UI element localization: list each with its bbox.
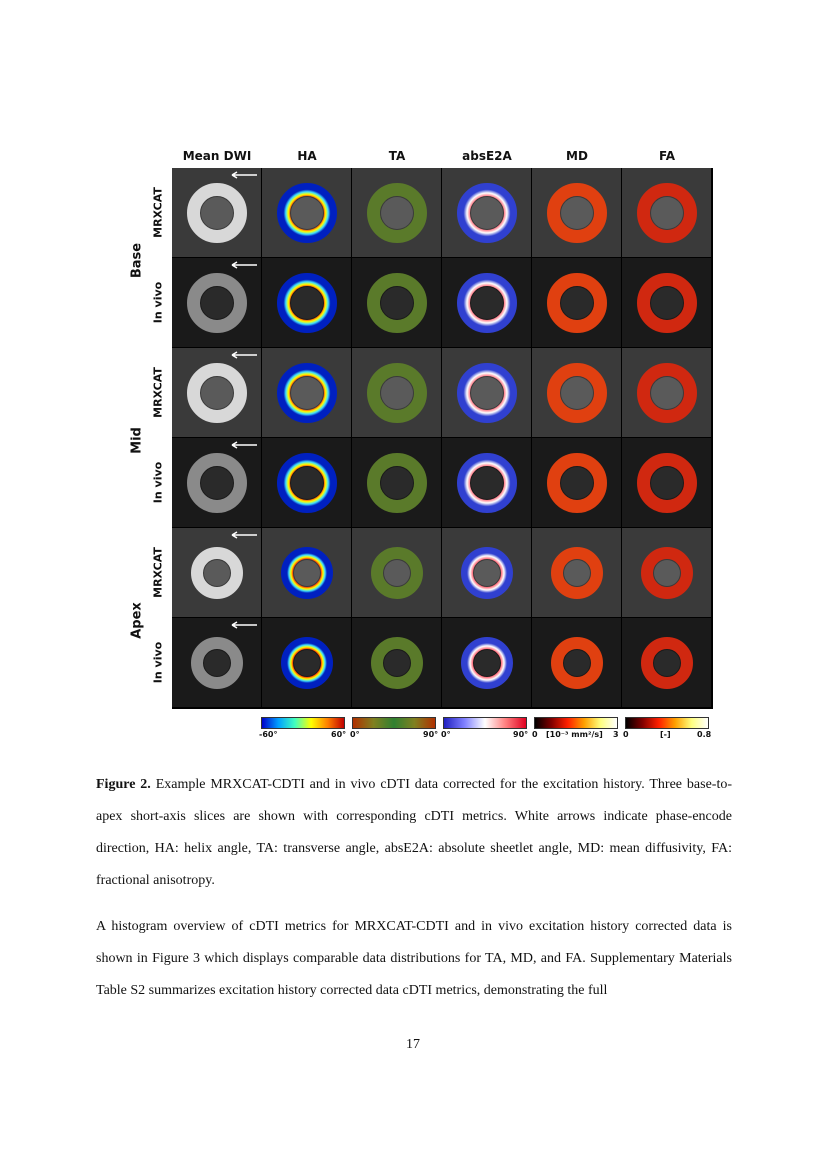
blood-pool (291, 467, 323, 499)
blood-pool (201, 287, 233, 319)
blood-pool (384, 650, 410, 676)
col-header-fa: FA (658, 149, 676, 163)
colorbar-md-gradient (534, 717, 618, 729)
page-number: 17 (406, 1037, 420, 1052)
group-label-mid: Mid (129, 427, 145, 454)
colorbar-md-unit: [10⁻³ mm²/s] (546, 730, 603, 739)
blood-pool (561, 197, 593, 229)
colorbar-ha-min: -60° (259, 730, 278, 739)
colorbar-ta-gradient (352, 717, 436, 729)
colorbar-ha-max: 60° (331, 730, 347, 739)
figure (129, 143, 732, 743)
colorbar-abse2a-gradient (443, 717, 527, 729)
blood-pool (381, 377, 413, 409)
col-header-abse2a: absE2A (462, 149, 512, 163)
colorbar-abse2a-min: 0° (441, 730, 451, 739)
blood-pool (204, 560, 230, 586)
blood-pool (294, 650, 320, 676)
row-label-mrxcat: MRXCAT (151, 187, 165, 238)
blood-pool (381, 467, 413, 499)
blood-pool (201, 377, 233, 409)
blood-pool (291, 287, 323, 319)
blood-pool (561, 287, 593, 319)
blood-pool (291, 197, 323, 229)
group-label-apex: Apex (129, 602, 145, 639)
blood-pool (561, 377, 593, 409)
row-label-mrxcat: MRXCAT (151, 367, 165, 418)
group-label-base: Base (129, 242, 145, 279)
blood-pool (651, 377, 683, 409)
colorbar-fa-min: 0 (623, 730, 629, 739)
colorbar-ha-gradient (261, 717, 345, 729)
caption-text: Example MRXCAT-CDTI and in vivo cDTI data corrected for the excitation history. Three base-to-apex short-axis slices are shown with corresponding cDTI metrics. White arrows indicate phase-encode direction, HA: helix angle, TA: transverse angle, absE2A: absolute sheetlet angle, MD: mean diffusivity, FA: fractional anisotropy. (96, 777, 733, 888)
blood-pool (201, 467, 233, 499)
colorbar-md-min: 0 (532, 730, 538, 739)
colorbar-abse2a-max: 90° (513, 730, 529, 739)
blood-pool (654, 650, 680, 676)
col-header-mean-dwi: Mean DWI (182, 149, 252, 163)
blood-pool (291, 377, 323, 409)
blood-pool (654, 560, 680, 586)
caption-label: Figure 2. (96, 777, 151, 792)
image-grid (172, 168, 713, 709)
blood-pool (651, 467, 683, 499)
image-grid-svg (172, 168, 713, 709)
body-paragraph: A histogram overview of cDTI metrics for MRXCAT-CDTI and in vivo excitation history corrected data is shown in Figure 3 which displays comparable data distributions for TA, MD, and FA. Supplementary Materials Table S2 summarizes excitation history corrected data cDTI metrics, demonstrating the full (96, 919, 732, 998)
blood-pool (471, 287, 503, 319)
blood-pool (564, 650, 590, 676)
blood-pool (471, 467, 503, 499)
figure-caption (96, 769, 732, 897)
blood-pool (204, 650, 230, 676)
blood-pool (561, 467, 593, 499)
blood-pool (471, 377, 503, 409)
blood-pool (564, 560, 590, 586)
row-label-in-vivo: In vivo (151, 281, 165, 324)
blood-pool (381, 197, 413, 229)
blood-pool (474, 650, 500, 676)
row-label-in-vivo: In vivo (151, 461, 165, 504)
row-label-mrxcat: MRXCAT (151, 547, 165, 598)
col-header-md: MD (566, 149, 588, 163)
blood-pool (384, 560, 410, 586)
colorbar-ta-min: 0° (350, 730, 360, 739)
col-header-ha: HA (297, 149, 317, 163)
colorbar-fa-unit: [-] (660, 730, 671, 739)
blood-pool (381, 287, 413, 319)
blood-pool (651, 287, 683, 319)
colorbar-ta-max: 90° (423, 730, 439, 739)
colorbar-fa-max: 0.8 (697, 730, 712, 739)
col-header-ta: TA (388, 149, 406, 163)
blood-pool (294, 560, 320, 586)
blood-pool (201, 197, 233, 229)
row-label-in-vivo: In vivo (151, 641, 165, 684)
blood-pool (651, 197, 683, 229)
colorbar-fa-gradient (625, 717, 709, 729)
colorbar-md-max: 3 (613, 730, 619, 739)
blood-pool (474, 560, 500, 586)
blood-pool (471, 197, 503, 229)
